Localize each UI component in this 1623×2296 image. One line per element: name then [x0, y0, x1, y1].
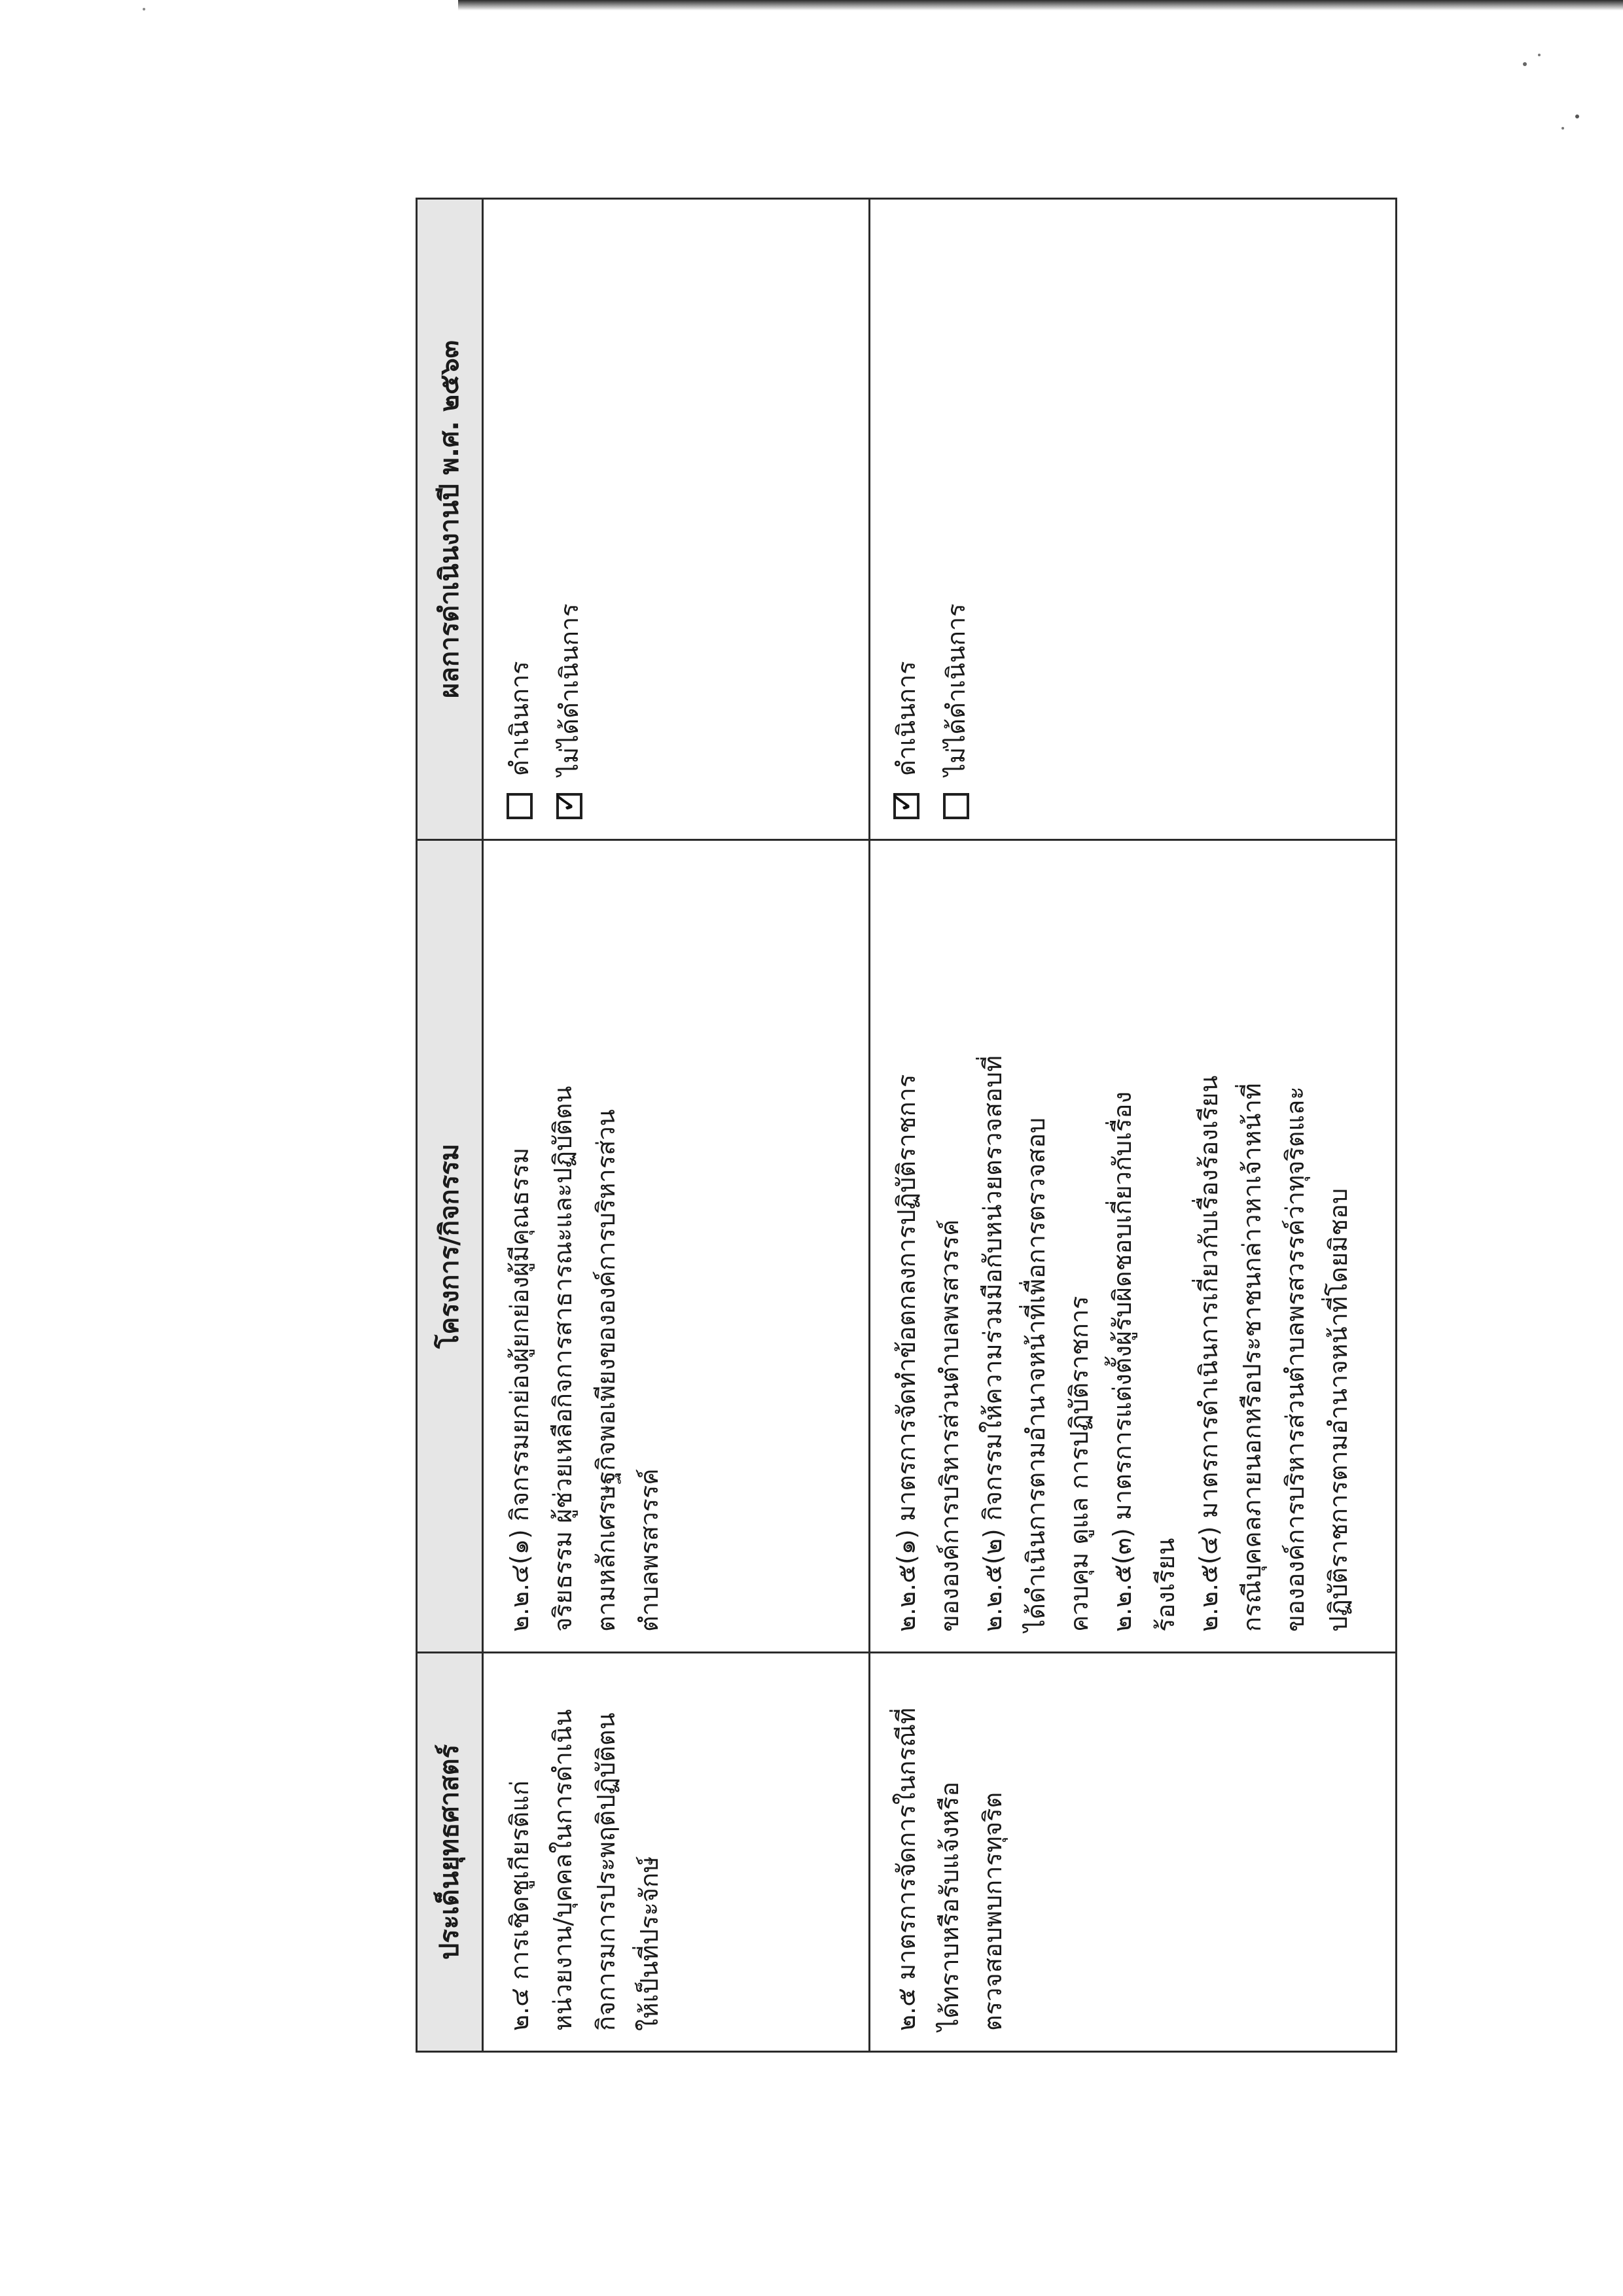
result-label: ดำเนินการ	[891, 661, 921, 776]
checkbox-checked[interactable]	[883, 788, 919, 819]
table-row	[483, 199, 870, 2052]
project-line: จริยธรรม ผู้ช่วยเหลือกิจการสาธารณะและปฏิบัติตน	[548, 1086, 577, 1632]
strategy-line: หน่วยงาน/บุคคลในการดำเนิน	[548, 1709, 577, 2031]
header-results: ผลการดำเนินงานปี พ.ศ. ๒๕๖๓	[417, 199, 483, 840]
strategy-line: ได้ทราบหรือรับแจ้งหรือ	[935, 1781, 964, 2031]
result-option	[548, 219, 591, 819]
table-header-row	[417, 199, 483, 2052]
strategy-line: ๒.๔ การเชิดชูเกียรติแก่	[505, 1780, 534, 2031]
project-line: ควบคุม ดูแล การปฏิบัติราชการ	[1064, 1296, 1094, 1632]
scan-specks	[0, 0, 1623, 196]
header-projects: โครงการ/กิจกรรม	[417, 840, 483, 1653]
projects-cell	[869, 840, 1396, 1653]
result-label: ไม่ได้ดำเนินการ	[555, 603, 584, 776]
project-line: ๒.๒.๕(๑) มาตรการจัดทำข้อตกลงการปฏิบัติราชการ	[891, 1074, 921, 1632]
strategy-table	[416, 198, 1397, 2053]
results-cell	[483, 199, 870, 840]
projects-cell	[483, 840, 870, 1653]
project-line: ร้องเรียน	[1150, 1538, 1180, 1632]
checkbox-checked[interactable]	[547, 788, 582, 819]
result-label: ไม่ได้ดำเนินการ	[941, 603, 971, 776]
result-option	[498, 219, 541, 819]
result-option	[885, 219, 928, 819]
project-line: ตามหลักเศรษฐกิจพอเพียงขององค์การบริหารส่วน	[592, 1109, 620, 1632]
checkbox-unchecked[interactable]	[507, 793, 533, 819]
project-line: ขององค์การบริหารส่วนตำบลพรสวรรค์	[935, 1219, 964, 1632]
project-line: ๒.๒.๕(๔) มาตรการดำเนินการเกี่ยวกับเรื่องร้องเรียน	[1194, 1075, 1223, 1632]
header-strategy: ประเด็นยุทธศาสตร์	[417, 1653, 483, 2052]
project-line: ๒.๒.๔(๑) กิจกรรมยกย่องผู้ยกย่องผู้มีคุณธรรม	[505, 1147, 534, 1632]
checkmark-icon: ✓	[883, 788, 919, 814]
project-line: ได้ดำเนินการตามอำนาจหน้าที่เพื่อการตรวจสอบ	[1021, 1117, 1050, 1632]
strategy-cell	[483, 1653, 870, 2052]
project-line: ตำบลพรสวรรค์	[635, 1468, 664, 1632]
result-label: ดำเนินการ	[505, 661, 534, 776]
checkmark-icon: ✓	[547, 788, 582, 814]
project-line: กรณีบุคคลภายนอกหรือประชาชนกล่าวหาเจ้าหน้าที่	[1237, 1083, 1266, 1632]
strategy-line: ให้เป็นที่ประจักษ์	[635, 1856, 664, 2031]
project-line: ๒.๒.๕(๓) มาตรการแต่งตั้งผู้รับผิดชอบเกี่ยวกับเรื่อง	[1107, 1091, 1137, 1632]
project-line: ๒.๒.๕(๒) กิจกรรมให้ความร่วมมือกับหน่วยตรวจสอบที่	[978, 1055, 1007, 1632]
table-row	[869, 199, 1396, 2052]
strategy-cell	[869, 1653, 1396, 2052]
project-line: ขององค์การบริหารส่วนตำบลพรสวรรค์ว่าทุจริตและ	[1280, 1086, 1310, 1632]
project-line: ปฏิบัติราชการตามอำนาจหน้าที่โดยมิชอบ	[1323, 1188, 1353, 1632]
checkbox-unchecked[interactable]	[943, 793, 969, 819]
rotated-page-content	[416, 200, 1397, 2053]
strategy-line: ๒.๕ มาตรการจัดการในกรณีที่	[891, 1707, 921, 2031]
result-option	[935, 219, 978, 819]
strategy-line: ตรวจสอบพบการทุจริต	[978, 1792, 1007, 2031]
results-cell	[869, 199, 1396, 840]
strategy-line: กิจการมการประพฤติปฏิบัติตน	[592, 1712, 620, 2031]
